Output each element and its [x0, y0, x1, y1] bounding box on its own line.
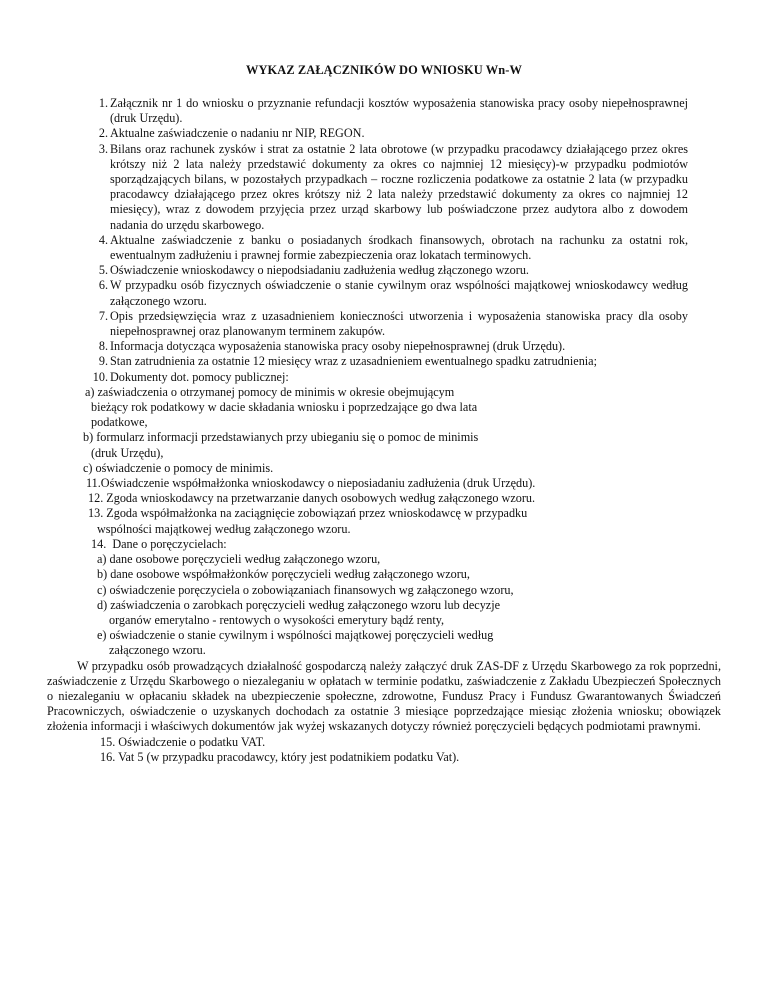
document-title: WYKAZ ZAŁĄCZNIKÓW DO WNIOSKU Wn-W	[246, 63, 522, 77]
item-number: 15.	[100, 734, 116, 749]
item-number: 16.	[100, 749, 116, 764]
list-item-13-cont: wspólności majątkowej według załączonego wzoru.	[97, 521, 351, 536]
item-text: Załącznik nr 1 do wniosku o przyznanie refundacji kosztów wyposażenia stanowiska pracy osoby niepełnosprawnej (druk Urzędu).	[110, 96, 688, 126]
item-number: 13.	[88, 506, 104, 521]
item-number: 1.	[98, 96, 108, 110]
item-number: 9.	[98, 354, 108, 369]
item-number: 12.	[88, 491, 104, 506]
list-item-10	[88, 370, 688, 385]
sub-item-10a-cont: podatkowe,	[91, 415, 148, 430]
item-number: 6.	[98, 278, 108, 293]
item-number: 8.	[98, 339, 108, 354]
list-item-11	[86, 476, 686, 491]
sub-item-14d: d) zaświadczenia o zarobkach poręczycieli według załączonego wzoru lub decyzje	[97, 597, 500, 612]
item-text: Aktualne zaświadczenie z banku o posiadanych środkach finansowych, obrotach na rachunku za ostatni rok, ewentualnym zadłużeniu i prawnej formie zabezpieczenia oraz lokatach terminowych.	[110, 232, 688, 263]
list-item-5	[88, 263, 688, 278]
list-item-7	[88, 309, 688, 339]
sub-item-14c: c) oświadczenie poręczyciela o zobowiązaniach finansowych wg załączonego wzoru,	[97, 582, 514, 597]
item-number: 11.	[86, 476, 101, 491]
item-text: W przypadku osób fizycznych oświadczenie o stanie cywilnym oraz wspólności majątkowej wnioskodawcy według załączonego wzoru.	[110, 278, 688, 308]
list-item-9	[88, 354, 688, 369]
list-item-14	[91, 537, 691, 552]
item-text: Bilans oraz rachunek zysków i strat za ostatnie 2 lata obrotowe (w przypadku pracodawcy działającego przez okres krótszy niż 2 lata należy przedstawić dokumenty za okres co najmniej 12 miesięcy)-w przypadku podmiotów sporządzających bilans, w pozostałych przypadkach – roczne rozliczenia podatkowe za ostatnie 2 lata (w przypadku pracodawcy działającego przez okres krótszy niż 2 lata należy przedstawić dokumenty za okres co najmniej 12 miesięcy), wraz z dowodem przyjęcia przez urząd skarbowy lub poświadczone przez audytora albo z dowodem nadania do urzędu skarbowego.	[110, 141, 688, 232]
item-text: Stan zatrudnienia za ostatnie 12 miesięcy wraz z uzasadnieniem ewentualnego spadku zatrudnienia;	[110, 354, 597, 369]
sub-item-14e: e) oświadczenie o stanie cywilnym i wspólności majątkowej poręczycieli według	[97, 628, 494, 643]
sub-item-10b: b) formularz informacji przedstawianych przy ubieganiu się o pomoc de minimis	[83, 430, 479, 445]
list-item-6	[88, 278, 688, 308]
list-item-8	[88, 339, 688, 354]
list-item-16	[100, 750, 700, 765]
item-number: 14.	[91, 536, 107, 551]
sub-item-14b: b) dane osobowe współmałżonków poręczycieli według załączonego wzoru,	[97, 567, 470, 582]
item-number: 7.	[98, 308, 108, 323]
sub-item-14a: a) dane osobowe poręczycieli według załączonego wzoru,	[97, 552, 381, 567]
sub-item-10b-cont: (druk Urzędu),	[91, 445, 164, 460]
item-text: Zgoda współmałżonka na zaciągnięcie zobowiązań przez wnioskodawcę w przypadku	[106, 506, 528, 521]
list-item-12	[88, 491, 688, 506]
item-text: Dokumenty dot. pomocy publicznej:	[110, 369, 289, 384]
item-text: Oświadczenie o podatku VAT.	[118, 734, 266, 749]
item-number: 4.	[98, 232, 108, 247]
list-item-15	[100, 735, 700, 750]
sub-item-10c: c) oświadczenie o pomocy de minimis.	[83, 460, 274, 475]
item-text: Zgoda wnioskodawcy na przetwarzanie danych osobowych według załączonego wzoru.	[106, 491, 536, 506]
item-text: Informacja dotycząca wyposażenia stanowiska pracy osoby niepełnosprawnej (druk Urzędu).	[110, 339, 566, 354]
item-text: Vat 5 (w przypadku pracodawcy, który jest podatnikiem podatku Vat).	[118, 749, 460, 764]
list-item-1	[88, 96, 688, 126]
sub-item-14e-cont: załączonego wzoru.	[109, 643, 206, 658]
item-text: Aktualne zaświadczenie o nadaniu nr NIP, REGON.	[110, 126, 365, 141]
item-number: 10.	[92, 369, 108, 384]
item-text: Dane o poręczycielach:	[112, 536, 227, 551]
item-number: 2.	[98, 126, 108, 141]
attachments-list	[47, 96, 721, 765]
item-text: Opis przedsięwzięcia wraz z uzasadnieniem konieczności utworzenia i wyposażenia stanowiska pracy dla osoby niepełnosprawnej oraz planowanym terminem zakupów.	[110, 308, 688, 339]
list-item-13	[88, 506, 688, 521]
item-number: 3.	[98, 141, 108, 156]
item-text: Oświadczenie współmałżonka wnioskodawcy o nieposiadaniu zadłużenia (druk Urzędu).	[100, 476, 536, 491]
sub-item-14d-cont: organów emerytalno - rentowych o wysokości emerytury bądź renty,	[109, 612, 445, 627]
item-number: 5.	[98, 263, 108, 278]
business-paragraph: W przypadku osób prowadzących działalność gospodarczą należy załączyć druk ZAS-DF z Urzędu Skarbowego za rok poprzedni, zaświadczenie z Urzędu Skarbowego o niezaleganiu w opłatach w terminie podatku, zaświadczenie z Zakładu Ubezpieczeń Społecznych o niezaleganiu w opłacaniu składek na ubezpieczenie społeczne, zdrowotne, Fundusz Pracy i Fundusz Gwarantowanych Świadczeń Pracowniczych, oświadczenie o uzyskanych dochodach za ostatnie 3 miesiące poprzedzające miesiąc złożenia wniosku; obowiązek złożenia informacji i właściwych dokumentów jak wyżej wskazanych dotyczy również poręczycieli będących podmiotami prawnymi.	[47, 658, 721, 734]
list-item-2	[88, 126, 688, 141]
list-item-3	[88, 142, 688, 233]
sub-item-10a-cont: bieżący rok podatkowy w dacie składania wniosku i poprzedzające go dwa lata	[91, 400, 478, 415]
sub-item-10a: a) zaświadczenia o otrzymanej pomocy de minimis w okresie obejmującym	[85, 384, 455, 399]
list-item-4	[88, 233, 688, 263]
item-text: Oświadczenie wnioskodawcy o niepodsiadaniu zadłużenia według złączonego wzoru.	[110, 263, 529, 278]
